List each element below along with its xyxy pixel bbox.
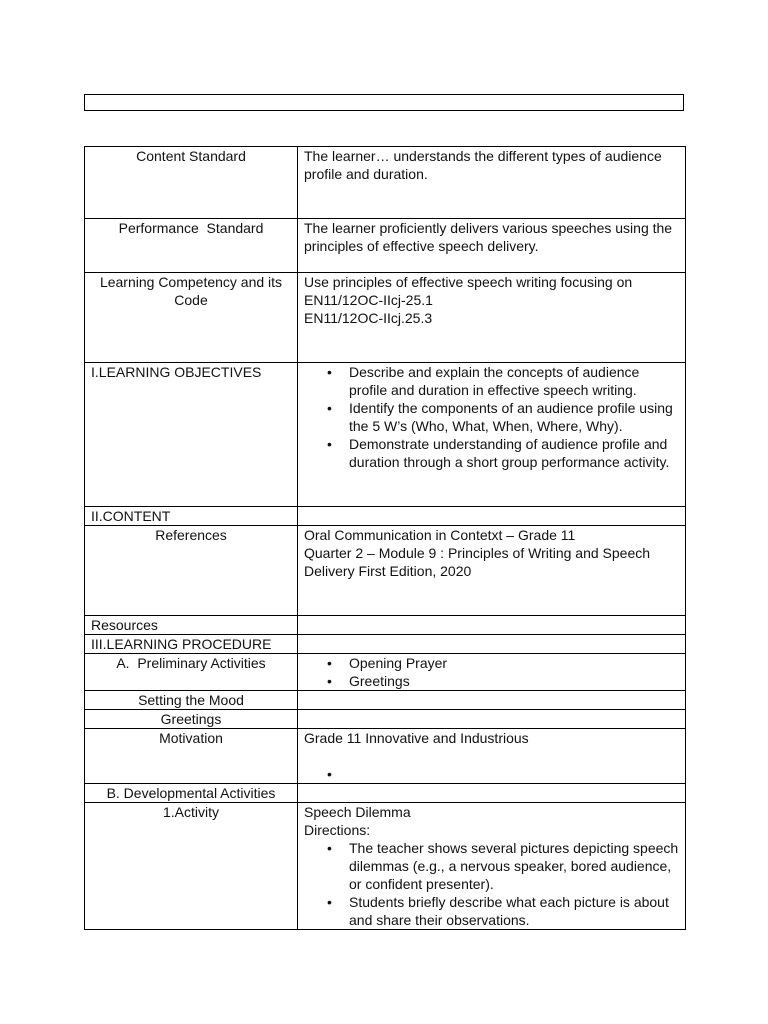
learning-objectives-label: I.LEARNING OBJECTIVES xyxy=(85,363,298,507)
table-row xyxy=(85,273,686,363)
competency-line: Use principles of effective speech writing focusing on xyxy=(304,274,633,290)
motivation-text: Grade 11 Innovative and Industrious xyxy=(304,730,529,746)
table-row xyxy=(85,691,686,710)
table-row xyxy=(85,729,686,784)
content-standard-label: Content Standard xyxy=(85,147,298,219)
table-row xyxy=(85,710,686,729)
activity-value xyxy=(298,803,686,930)
objectives-list xyxy=(304,363,679,471)
reference-line: Quarter 2 – Module 9 : Principles of Writing and Speech Delivery First Edition, 2020 xyxy=(304,545,651,579)
list-item: • Demonstrate understanding of audience profile and duration through a short group performance activity. xyxy=(349,435,679,471)
list-item: • The teacher shows several pictures depicting speech dilemmas (e.g., a nervous speaker, bored audience, or confident presenter). xyxy=(349,839,679,893)
references-label: References xyxy=(85,526,298,616)
activity-label: 1.Activity xyxy=(85,803,298,930)
competency-code: EN11/12OC-IIcj.25.3 xyxy=(304,310,433,326)
activity-directions: Directions: xyxy=(304,822,371,838)
table-row xyxy=(85,654,686,691)
table-row xyxy=(85,363,686,507)
preliminary-list xyxy=(304,654,679,690)
competency-code: EN11/12OC-IIcj-25.1 xyxy=(304,292,433,308)
list-item: • Students briefly describe what each picture is about and share their observations. xyxy=(349,893,679,929)
learning-procedure-value xyxy=(298,635,686,654)
table-row xyxy=(85,219,686,273)
content-value xyxy=(298,507,686,526)
greetings-label: Greetings xyxy=(85,710,298,729)
performance-standard-label: Performance Standard xyxy=(85,219,298,273)
learning-competency-label: Learning Competency and its Code xyxy=(85,273,298,363)
content-standard-value: The learner… understands the different types of audience profile and duration. xyxy=(298,147,686,219)
spacer xyxy=(304,747,679,765)
table-row xyxy=(85,803,686,930)
motivation-list xyxy=(304,765,679,783)
motivation-label: Motivation xyxy=(85,729,298,784)
activity-title: Speech Dilemma xyxy=(304,804,411,820)
list-item: • Describe and explain the concepts of audience profile and duration in effective speech writing. xyxy=(349,363,679,399)
table-row xyxy=(85,526,686,616)
activity-list xyxy=(304,839,679,929)
resources-label: Resources xyxy=(85,616,298,635)
list-item: • Identify the components of an audience profile using the 5 W’s (Who, What, When, Where, Why). xyxy=(349,399,679,435)
preliminary-activities-value xyxy=(298,654,686,691)
learning-objectives-value xyxy=(298,363,686,507)
list-item: • Opening Prayer xyxy=(349,654,679,672)
greetings-value xyxy=(298,710,686,729)
motivation-value xyxy=(298,729,686,784)
content-label: II.CONTENT xyxy=(85,507,298,526)
table-row xyxy=(85,635,686,654)
developmental-activities-label: B. Developmental Activities xyxy=(85,784,298,803)
list-item: • Greetings xyxy=(349,672,679,690)
reference-line: Oral Communication in Contetxt – Grade 11 xyxy=(304,527,576,543)
learning-procedure-label: III.LEARNING PROCEDURE xyxy=(85,635,298,654)
setting-mood-label: Setting the Mood xyxy=(85,691,298,710)
list-item xyxy=(349,765,679,783)
developmental-activities-value xyxy=(298,784,686,803)
table-row xyxy=(85,784,686,803)
table-row xyxy=(85,147,686,219)
lesson-plan-table xyxy=(84,146,686,930)
table-row xyxy=(85,616,686,635)
resources-value xyxy=(298,616,686,635)
performance-standard-value: The learner proficiently delivers various speeches using the principles of effective speech delivery. xyxy=(298,219,686,273)
learning-competency-value xyxy=(298,273,686,363)
header-box xyxy=(84,94,684,111)
table-row xyxy=(85,507,686,526)
preliminary-activities-label: A. Preliminary Activities xyxy=(85,654,298,691)
references-value xyxy=(298,526,686,616)
setting-mood-value xyxy=(298,691,686,710)
